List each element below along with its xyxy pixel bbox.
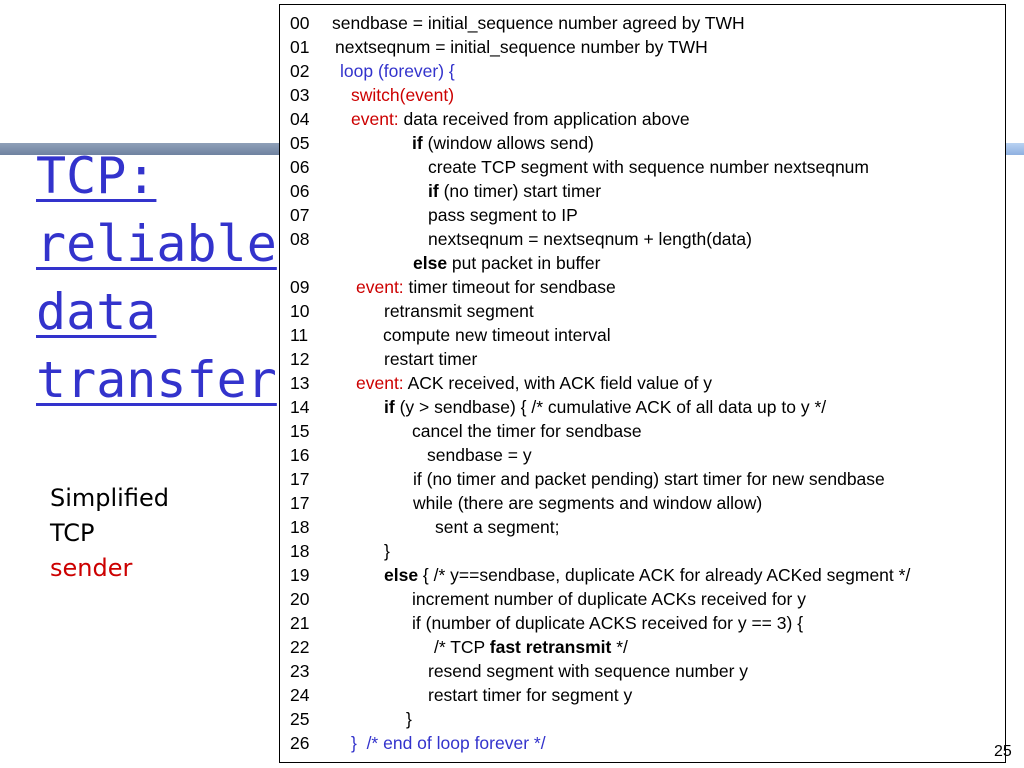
code-text: sendbase = y — [427, 445, 532, 465]
line-number: 15 — [290, 421, 310, 441]
title-line: data — [36, 283, 157, 341]
code-keyword: event: — [351, 109, 399, 129]
line-number: 21 — [290, 613, 310, 633]
line-number: 24 — [290, 685, 310, 705]
code-text: retransmit segment — [384, 301, 534, 321]
code-text: put packet in buffer — [447, 253, 601, 273]
line-number: 10 — [290, 301, 310, 321]
code-text: nextseqnum = initial_sequence number by TWH — [335, 37, 708, 57]
pseudocode-box — [279, 4, 1006, 763]
code-text: nextseqnum = nextseqnum + length(data) — [428, 229, 752, 249]
page-number: 25 — [994, 743, 1012, 760]
code-text: data received from application above — [398, 109, 690, 129]
code-text: */ — [611, 637, 628, 657]
line-number: 06 — [290, 181, 310, 201]
line-number: 22 — [290, 637, 310, 657]
code-text: ACK received, with ACK field value of y — [403, 373, 713, 393]
line-number: 11 — [290, 325, 309, 345]
code-text: (no timer) start timer — [438, 181, 602, 201]
line-number: 06 — [290, 157, 310, 177]
line-number: 18 — [290, 541, 310, 561]
code-text: { /* y==sendbase, duplicate ACK for already ACKed segment */ — [418, 565, 911, 585]
code-keyword: fast retransmit — [489, 637, 612, 657]
code-keyword: event: — [356, 373, 404, 393]
code-text: sendbase = initial_sequence number agreed by TWH — [332, 13, 745, 33]
line-number: 01 — [290, 37, 310, 57]
line-number: 14 — [290, 397, 310, 417]
line-number: 17 — [290, 469, 310, 489]
code-text: create TCP segment with sequence number nextseqnum — [428, 157, 869, 177]
subtitle-line-highlight: sender — [50, 554, 133, 582]
line-number: 17 — [290, 493, 310, 513]
subtitle-line: TCP — [50, 519, 95, 547]
code-text: increment number of duplicate ACKs received for y — [412, 589, 806, 609]
line-number: 19 — [290, 565, 310, 585]
line-number: 23 — [290, 661, 310, 681]
subtitle-line: Simplified — [50, 484, 169, 512]
line-number: 00 — [290, 13, 310, 33]
code-text: restart timer — [384, 349, 478, 369]
code-text: } — [384, 541, 390, 561]
line-number: 04 — [290, 109, 310, 129]
title-line: TCP: — [36, 147, 157, 205]
line-number: 20 — [290, 589, 310, 609]
line-number: 07 — [290, 205, 310, 225]
code-text: restart timer for segment y — [428, 685, 633, 705]
code-keyword: else — [384, 565, 419, 585]
code-keyword: else — [413, 253, 448, 273]
code-text: while (there are segments and window allow) — [413, 493, 763, 513]
line-number: 02 — [290, 61, 310, 81]
line-number: 13 — [290, 373, 310, 393]
code-text: } — [406, 709, 412, 729]
title-line: transfer — [36, 351, 277, 409]
line-number: 18 — [290, 517, 310, 537]
line-number: 16 — [290, 445, 310, 465]
code-keyword: loop (forever) { — [340, 61, 455, 81]
line-number: 03 — [290, 85, 310, 105]
code-text: sent a segment; — [435, 517, 560, 537]
code-keyword: if — [384, 397, 395, 417]
line-number: 12 — [290, 349, 310, 369]
slide-subtitle — [50, 481, 169, 586]
code-keyword: if — [428, 181, 439, 201]
code-text: pass segment to IP — [428, 205, 578, 225]
slide-title — [36, 142, 277, 414]
code-text: if (no timer and packet pending) start timer for new sendbase — [413, 469, 885, 489]
line-number: 26 — [290, 733, 310, 753]
right-accent-bar — [1006, 143, 1024, 155]
code-text: /* TCP — [434, 637, 490, 657]
code-text: timer timeout for sendbase — [403, 277, 616, 297]
code-keyword: if — [412, 133, 423, 153]
code-keyword: } /* end of loop forever */ — [351, 733, 546, 753]
code-text: (y > sendbase) { /* cumulative ACK of all data up to y */ — [394, 397, 827, 417]
line-number: 08 — [290, 229, 310, 249]
code-keyword: event: — [356, 277, 404, 297]
title-line: reliable — [36, 215, 277, 273]
line-number: 25 — [290, 709, 310, 729]
code-text: cancel the timer for sendbase — [412, 421, 642, 441]
line-number: 05 — [290, 133, 310, 153]
code-text: if (number of duplicate ACKS received for y == 3) { — [412, 613, 804, 633]
line-number: 09 — [290, 277, 310, 297]
code-keyword: switch(event) — [351, 85, 455, 105]
code-text: compute new timeout interval — [383, 325, 611, 345]
code-text: resend segment with sequence number y — [428, 661, 749, 681]
code-text: (window allows send) — [422, 133, 594, 153]
